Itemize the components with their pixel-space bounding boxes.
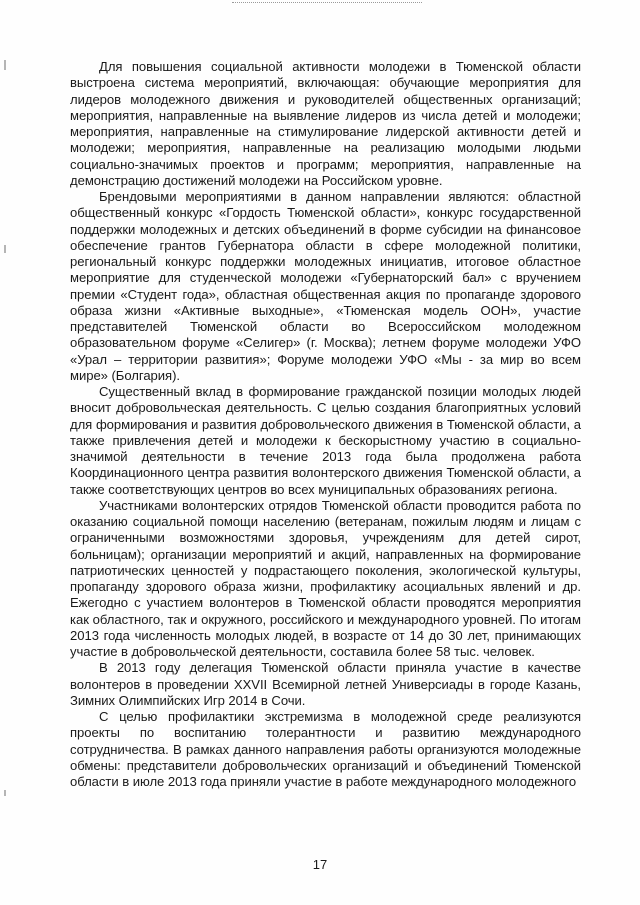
paragraph-delegation: В 2013 году делегация Тюменской области приняла участие в качестве волонтеров в проведении XXVII Всемирной летней Универсиады в городе Казань, Зимних Олимпийских Игр 2014 в Сочи. [70, 660, 581, 708]
page-number: 17 [312, 857, 328, 872]
paragraph-brand-events: Брендовыми мероприятиями в данном направлении являются: областной общественный конкурс «Гордость Тюменской области», конкурс государственной поддержки молодежных и детских объединений в форме субсидии на финансовое обеспечение грантов Губернатора области в сфере молодежной политики, региональный конкурс поддержки молодежных инициатив, итоговое областное мероприятие для студенческой молодежи «Губернаторский бал» с вручением премии «Студент года», областная общественная акция по пропаганде здорового образа жизни «Активные выходные», «Тюменская модель ООН», участие представителей Тюменской области во Всероссийском молодежном образовательном форуме «Селигер» (г. Москва); летнем форуме молодежи УФО «Урал – территории развития»; Форуме молодежи УФО «Мы - за мир во всем мире» (Болгария). [70, 189, 581, 383]
paragraph-volunteer-squads: Участниками волонтерских отрядов Тюменской области проводится работа по оказанию социальной помощи населению (ветеранам, пожилым людям и лицам с ограниченными возможностями здоровья, учреждениям для детей сирот, больницам); организации мероприятий и акций, направленных на формирование патриотических ценностей у подрастающего поколения, экологической культуры, пропаганду здорового образа жизни, профилактику асоциальных явлений и др. Ежегодно с участием волонтеров в Тюменской области проводятся мероприятия как областного, так и окружного, российского и международного уровней. По итогам 2013 года численность молодых людей, в возрасте от 14 до 30 лет, принимающих участие в добровольческой деятельности, составила более 58 тыс. человек. [70, 497, 581, 659]
paragraph-volunteering: Существенный вклад в формирование гражданской позиции молодых людей вносит добровольческая деятельность. С целью создания благоприятных условий для формирования и развития добровольческого движения в Тюменской области, а также привлечения детей и молодежи к бескорыстному участию в социально-значимой деятельности в течение 2013 года была продолжена работа Координационного центра развития волонтерского движения Тюменской области, а также соответствующих центров во всех муниципальных образованиях региона. [70, 384, 581, 497]
scan-artifact [232, 2, 422, 3]
scan-artifact [4, 790, 6, 796]
scan-artifact [4, 60, 6, 70]
paragraph-extremism-prevention: С целью профилактики экстремизма в молодежной среде реализуются проекты по воспитанию толерантности и развитию международного сотрудничества. В рамках данного направления работы организуются молодежные обмены: представители добровольческих организаций и объединений Тюменской области в июле 2013 года приняли участие в работе международного молодежного [70, 709, 581, 789]
paragraph-social-activity: Для повышения социальной активности молодежи в Тюменской области выстроена система мероприятий, включающая: обучающие мероприятия для лидеров молодежного движения и руководителей общественных организаций; мероприятия, направленные на выявление лидеров из числа детей и молодежи; мероприятия, направленные на стимулирование лидерской активности детей и молодежи; мероприятия, направленные на реализацию молодыми людьми социально-значимых проектов и программ; мероприятия, направленные на демонстрацию достижений молодежи на Российском уровне. [70, 59, 581, 188]
scan-artifact [4, 245, 6, 253]
document-body [70, 59, 581, 790]
